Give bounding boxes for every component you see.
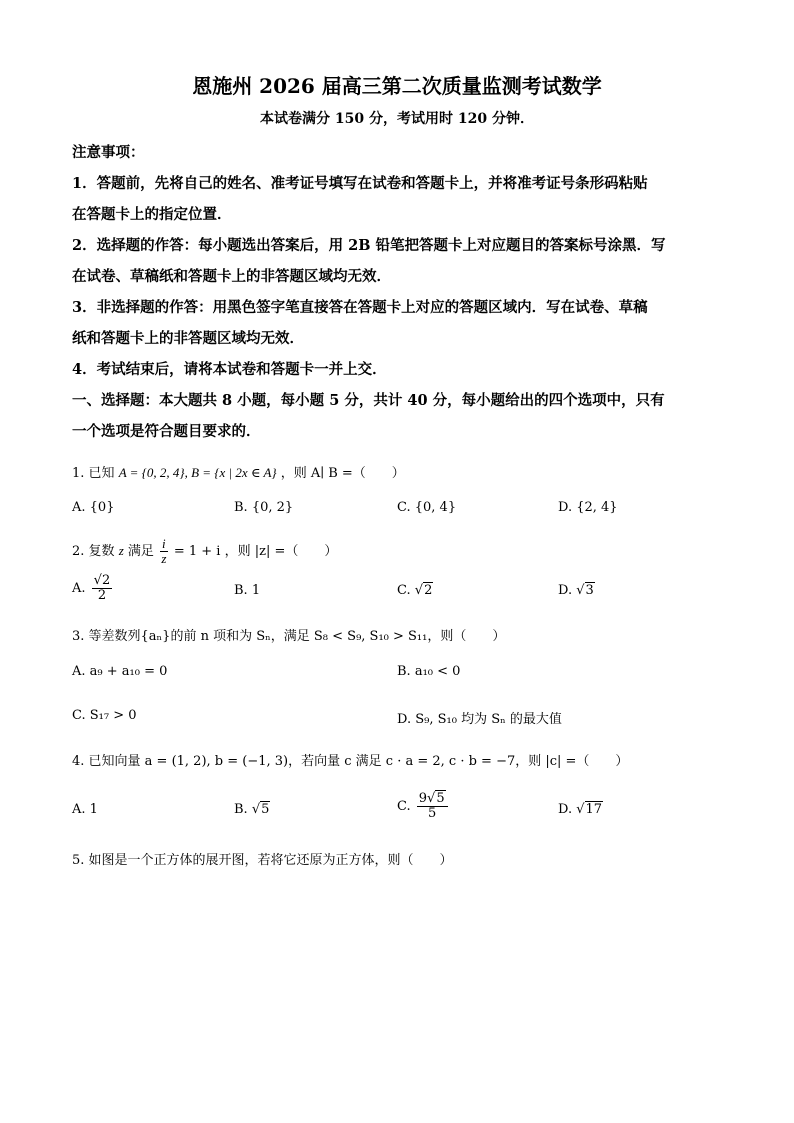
q2-option-b: B. 1	[234, 583, 261, 598]
notice-item-3b: 纸和答题卡上的非答题区域均无效．	[72, 330, 304, 347]
q4-b-rad: 5	[261, 802, 270, 817]
q2-d-rad: 3	[585, 583, 594, 598]
q3-option-a: A. a₉ + a₁₀ = 0	[72, 664, 168, 679]
question-3: 3. 等差数列{aₙ}的前 n 项和为 Sₙ，满足 S₈ < S₉, S₁₀ > S₁₁，则（ ）	[72, 629, 506, 644]
q2-eq: = 1 + i	[173, 544, 221, 559]
question-1	[72, 462, 405, 481]
question-4: 4. 已知向量 a = (1, 2), b = (−1, 3)，若向量 c 满足 c · a = 2, c · b = −7，则 |c| =（ ）	[72, 754, 629, 769]
notice-item-1a: 1．答题前，先将自己的姓名、准考证号填写在试卷和答题卡上，并将准考证号条形码粘贴	[72, 175, 648, 192]
q2-a-num: √2	[93, 573, 111, 588]
q4-option-c	[397, 792, 450, 821]
q4-d-rad: 17	[585, 802, 603, 817]
q1-option-a: A. {0}	[72, 500, 115, 515]
notice-item-3a: 3．非选择题的作答：用黑色签字笔直接答在答题卡上对应的答题区域内．写在试卷、草稿	[72, 299, 648, 316]
q4-c-num	[417, 792, 448, 807]
notice-item-2a: 2．选择题的作答：每小题选出答案后，用 2B 铅笔把答题卡上对应题目的答案标号涂黑．写	[72, 237, 666, 254]
q2-d-label: D.	[558, 583, 573, 598]
q4-c-fraction	[417, 792, 448, 821]
q1-option-d: D. {2, 4}	[558, 500, 618, 515]
q4-c-num-rad: 5	[436, 791, 445, 806]
q4-b-sqrt: √5	[251, 802, 270, 817]
q2-a-label: A.	[72, 581, 86, 596]
q2-c-label: C.	[397, 583, 411, 598]
notice-item-4: 4．考试结束后，请将本试卷和答题卡一并上交．	[72, 361, 387, 378]
q2-frac-den: z	[161, 551, 167, 566]
q2-mid: 满足	[127, 544, 154, 559]
q4-c-label: C.	[397, 799, 411, 814]
q2-c-rad: 2	[424, 583, 433, 598]
q2-a-den: 2	[97, 588, 107, 603]
q2-suffix: ，则 |z| =（ ）	[224, 544, 338, 559]
q2-fraction	[160, 537, 168, 566]
q4-option-d	[558, 802, 603, 817]
notice-item-1b: 在答题卡上的指定位置．	[72, 206, 232, 223]
q2-frac-num: i	[162, 536, 166, 551]
exam-title: 恩施州 2026 届高三第二次质量监测考试数学	[192, 74, 602, 98]
exam-subtitle: 本试卷满分 150 分，考试用时 120 分钟．	[260, 111, 534, 127]
q4-c-num-sqrt: √5	[427, 791, 445, 806]
q4-c-den: 5	[428, 806, 437, 821]
q3-option-b: B. a₁₀ < 0	[397, 664, 461, 679]
section-heading-1: 一、选择题：本大题共 8 小题，每小题 5 分，共计 40 分，每小题给出的四个选项中，只有	[72, 392, 665, 409]
notice-heading: 注意事项：	[72, 144, 145, 161]
q4-c-num-coef: 9	[418, 791, 428, 806]
q4-d-sqrt: √17	[576, 802, 603, 817]
question-5: 5. 如图是一个正方体的展开图，若将它还原为正方体，则（ ）	[72, 853, 453, 868]
q2-var: z	[118, 543, 124, 558]
q2-prefix: 2. 复数	[72, 544, 115, 559]
q1-suffix: ，则 A∣ B =（ ）	[280, 466, 405, 481]
q2-a-fraction	[92, 574, 113, 603]
q4-b-label: B.	[234, 802, 248, 817]
q3-option-c: C. S₁₇ > 0	[72, 708, 137, 723]
notice-item-2b: 在试卷、草稿纸和答题卡上的非答题区域均无效．	[72, 268, 391, 285]
section-heading-2: 一个选项是符合题目要求的．	[72, 423, 261, 440]
q4-option-b	[234, 802, 270, 817]
question-2	[72, 537, 337, 566]
q1-option-b: B. {0, 2}	[234, 500, 294, 515]
q4-option-a: A. 1	[72, 802, 98, 817]
q4-d-label: D.	[558, 802, 573, 817]
q1-option-c: C. {0, 4}	[397, 500, 457, 515]
q2-c-sqrt: √2	[414, 583, 433, 598]
q2-option-c	[397, 583, 433, 598]
q1-math: A = {0, 2, 4}, B = {x | 2x ∈ A}	[118, 465, 277, 480]
q2-d-sqrt: √3	[576, 583, 594, 598]
q2-option-a	[72, 574, 114, 603]
q1-prefix: 1. 已知	[72, 466, 115, 481]
q2-option-d	[558, 583, 595, 598]
q3-option-d: D. S₉, S₁₀ 均为 Sₙ 的最大值	[397, 712, 562, 727]
